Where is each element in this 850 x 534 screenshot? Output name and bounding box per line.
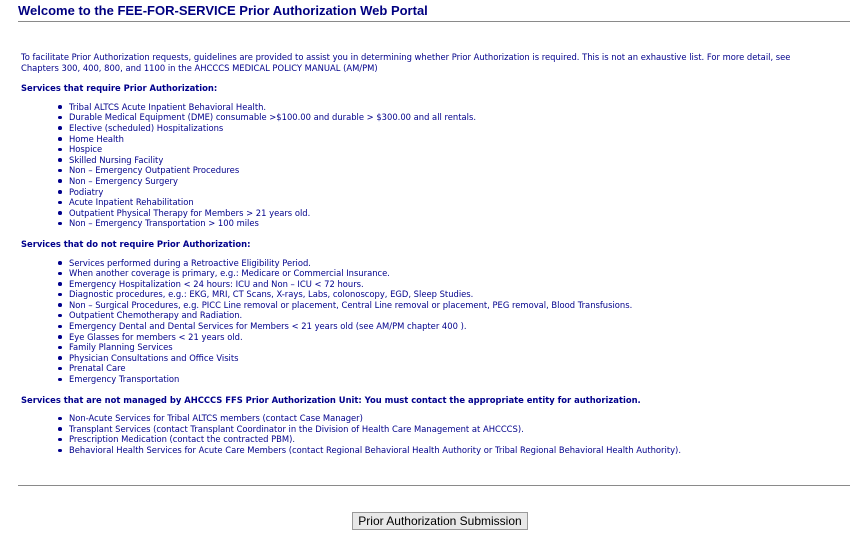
list-item: Acute Inpatient Rehabilitation — [69, 197, 796, 208]
service-list — [21, 102, 796, 229]
list-item: Hospice — [69, 144, 796, 155]
section-no-pa-required — [21, 239, 796, 385]
list-item: Prescription Medication (contact the contracted PBM). — [69, 434, 796, 445]
list-item: Outpatient Chemotherapy and Radiation. — [69, 310, 796, 321]
list-item: Physician Consultations and Office Visits — [69, 353, 796, 364]
page-title: Welcome to the FEE-FOR-SERVICE Prior Authorization Web Portal — [18, 3, 428, 18]
list-item: Non – Emergency Outpatient Procedures — [69, 165, 796, 176]
list-item: Non-Acute Services for Tribal ALTCS members (contact Case Manager) — [69, 413, 796, 424]
list-item: Skilled Nursing Facility — [69, 155, 796, 166]
section-requires-pa — [21, 83, 796, 229]
list-item: Podiatry — [69, 187, 796, 198]
list-item: Non – Emergency Surgery — [69, 176, 796, 187]
list-item: Durable Medical Equipment (DME) consumable >$100.00 and durable > $300.00 and all rentals. — [69, 112, 796, 123]
list-item: Home Health — [69, 134, 796, 145]
list-item: Behavioral Health Services for Acute Care Members (contact Regional Behavioral Health Authority or Tribal Regional Behavioral Health Authority). — [69, 445, 796, 456]
list-item: Non – Emergency Transportation > 100 miles — [69, 218, 796, 229]
main-content — [21, 52, 796, 464]
list-item: Emergency Hospitalization < 24 hours: ICU and Non – ICU < 72 hours. — [69, 279, 796, 290]
section-not-managed — [21, 395, 796, 456]
list-item: Outpatient Physical Therapy for Members > 21 years old. — [69, 208, 796, 219]
section-heading: Services that are not managed by AHCCCS FFS Prior Authorization Unit: You must contact the appropriate entity for authorization. — [21, 394, 641, 405]
list-item: Eye Glasses for members < 21 years old. — [69, 332, 796, 343]
section-heading: Services that do not require Prior Authorization: — [21, 238, 251, 249]
section-heading: Services that require Prior Authorization: — [21, 83, 218, 94]
prior-authorization-submission-button[interactable]: Prior Authorization Submission — [352, 512, 528, 530]
header-divider — [18, 21, 850, 22]
list-item: Services performed during a Retroactive Eligibility Period. — [69, 258, 796, 269]
list-item: Emergency Transportation — [69, 374, 796, 385]
service-list — [21, 258, 796, 385]
list-item: Diagnostic procedures, e.g.: EKG, MRI, CT Scans, X-rays, Labs, colonoscopy, EGD, Sleep Studies. — [69, 289, 796, 300]
footer-divider — [18, 485, 850, 486]
service-list — [21, 413, 796, 455]
list-item: Tribal ALTCS Acute Inpatient Behavioral Health. — [69, 102, 796, 113]
list-item: Prenatal Care — [69, 363, 796, 374]
list-item: Emergency Dental and Dental Services for Members < 21 years old (see AM/PM chapter 400 ). — [69, 321, 796, 332]
list-item: Transplant Services (contact Transplant Coordinator in the Division of Health Care Management at AHCCCS). — [69, 424, 796, 435]
list-item: Elective (scheduled) Hospitalizations — [69, 123, 796, 134]
list-item: When another coverage is primary, e.g.: Medicare or Commercial Insurance. — [69, 268, 796, 279]
list-item: Non – Surgical Procedures, e.g. PICC Line removal or placement, Central Line removal or placement, PEG removal, Blood Transfusions. — [69, 300, 796, 311]
intro-text: To facilitate Prior Authorization requests, guidelines are provided to assist you in determining whether Prior Authorization is required. This is not an exhaustive list. For more detail, see Chapters 300, 400, 800, and 1100 in the AHCCCS MEDICAL POLICY MANUAL (AM/PM) — [21, 52, 791, 73]
list-item: Family Planning Services — [69, 342, 796, 353]
